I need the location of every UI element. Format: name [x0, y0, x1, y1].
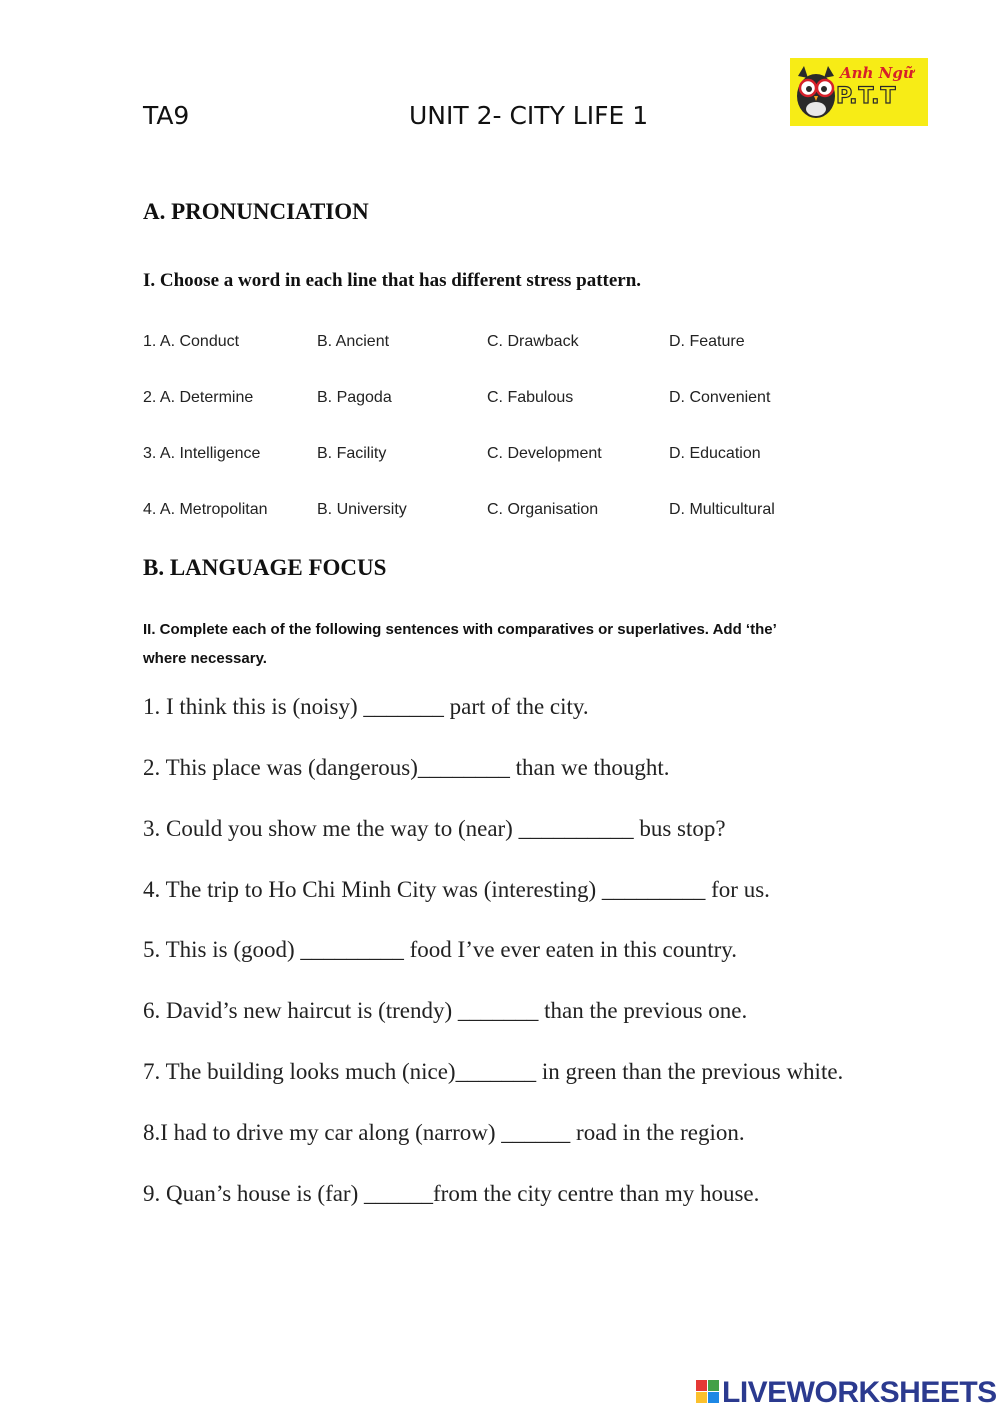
sentence-2[interactable]: 2. This place was (dangerous)________ than we thought.: [143, 755, 670, 780]
section-a-title: A. PRONUNCIATION: [143, 199, 369, 224]
sentence-3[interactable]: 3. Could you show me the way to (near) __________ bus stop?: [143, 816, 726, 841]
option-d[interactable]: D. Convenient: [669, 389, 771, 406]
liveworksheets-icon: [696, 1380, 720, 1404]
brand-text: LIVEWORKSHEETS: [722, 1376, 997, 1409]
logo-script-text: Anh Ngữ: [840, 64, 914, 82]
option-a[interactable]: 3. A. Intelligence: [143, 445, 261, 462]
option-b[interactable]: B. Ancient: [317, 333, 390, 350]
option-a[interactable]: 1. A. Conduct: [143, 333, 240, 350]
sentence-5[interactable]: 5. This is (good) _________ food I’ve ever eaten in this country.: [143, 937, 738, 962]
sentence-6[interactable]: 6. David’s new haircut is (trendy) _______ than the previous one.: [143, 998, 748, 1023]
section-b-instruction-line2: where necessary.: [143, 650, 267, 667]
logo-name-text: P.T.T: [836, 84, 897, 109]
section-b-title: B. LANGUAGE FOCUS: [143, 555, 387, 580]
option-b[interactable]: B. University: [317, 501, 407, 518]
section-b-instruction: [143, 615, 903, 673]
option-a[interactable]: 2. A. Determine: [143, 389, 254, 406]
option-b[interactable]: B. Pagoda: [317, 389, 392, 406]
sentence-1[interactable]: 1. I think this is (noisy) _______ part of the city.: [143, 694, 589, 719]
option-d[interactable]: D. Multicultural: [669, 501, 775, 518]
option-d[interactable]: D. Feature: [669, 333, 745, 350]
option-c[interactable]: C. Development: [487, 445, 602, 462]
sentence-8[interactable]: 8.I had to drive my car along (narrow) ______ road in the region.: [143, 1120, 745, 1145]
section-a-instruction: I. Choose a word in each line that has different stress pattern.: [143, 270, 642, 291]
worksheet-code: TA9: [143, 101, 190, 130]
option-c[interactable]: C. Fabulous: [487, 389, 574, 406]
sentence-4[interactable]: 4. The trip to Ho Chi Minh City was (interesting) _________ for us.: [143, 877, 770, 902]
section-b-instruction-line1: II. Complete each of the following sentences with comparatives or superlatives. Add ‘the’: [143, 621, 777, 638]
school-logo: [790, 58, 928, 126]
option-c[interactable]: C. Drawback: [487, 333, 579, 350]
sentence-7[interactable]: 7. The building looks much (nice)_______ in green than the previous white.: [143, 1059, 844, 1084]
page-title: UNIT 2- CITY LIFE 1: [409, 101, 649, 130]
option-b[interactable]: B. Facility: [317, 445, 387, 462]
sentence-9[interactable]: 9. Quan’s house is (far) ______from the city centre than my house.: [143, 1181, 760, 1206]
option-d[interactable]: D. Education: [669, 445, 761, 462]
owl-icon: [794, 62, 842, 122]
option-a[interactable]: 4. A. Metropolitan: [143, 501, 268, 518]
option-c[interactable]: C. Organisation: [487, 501, 599, 518]
